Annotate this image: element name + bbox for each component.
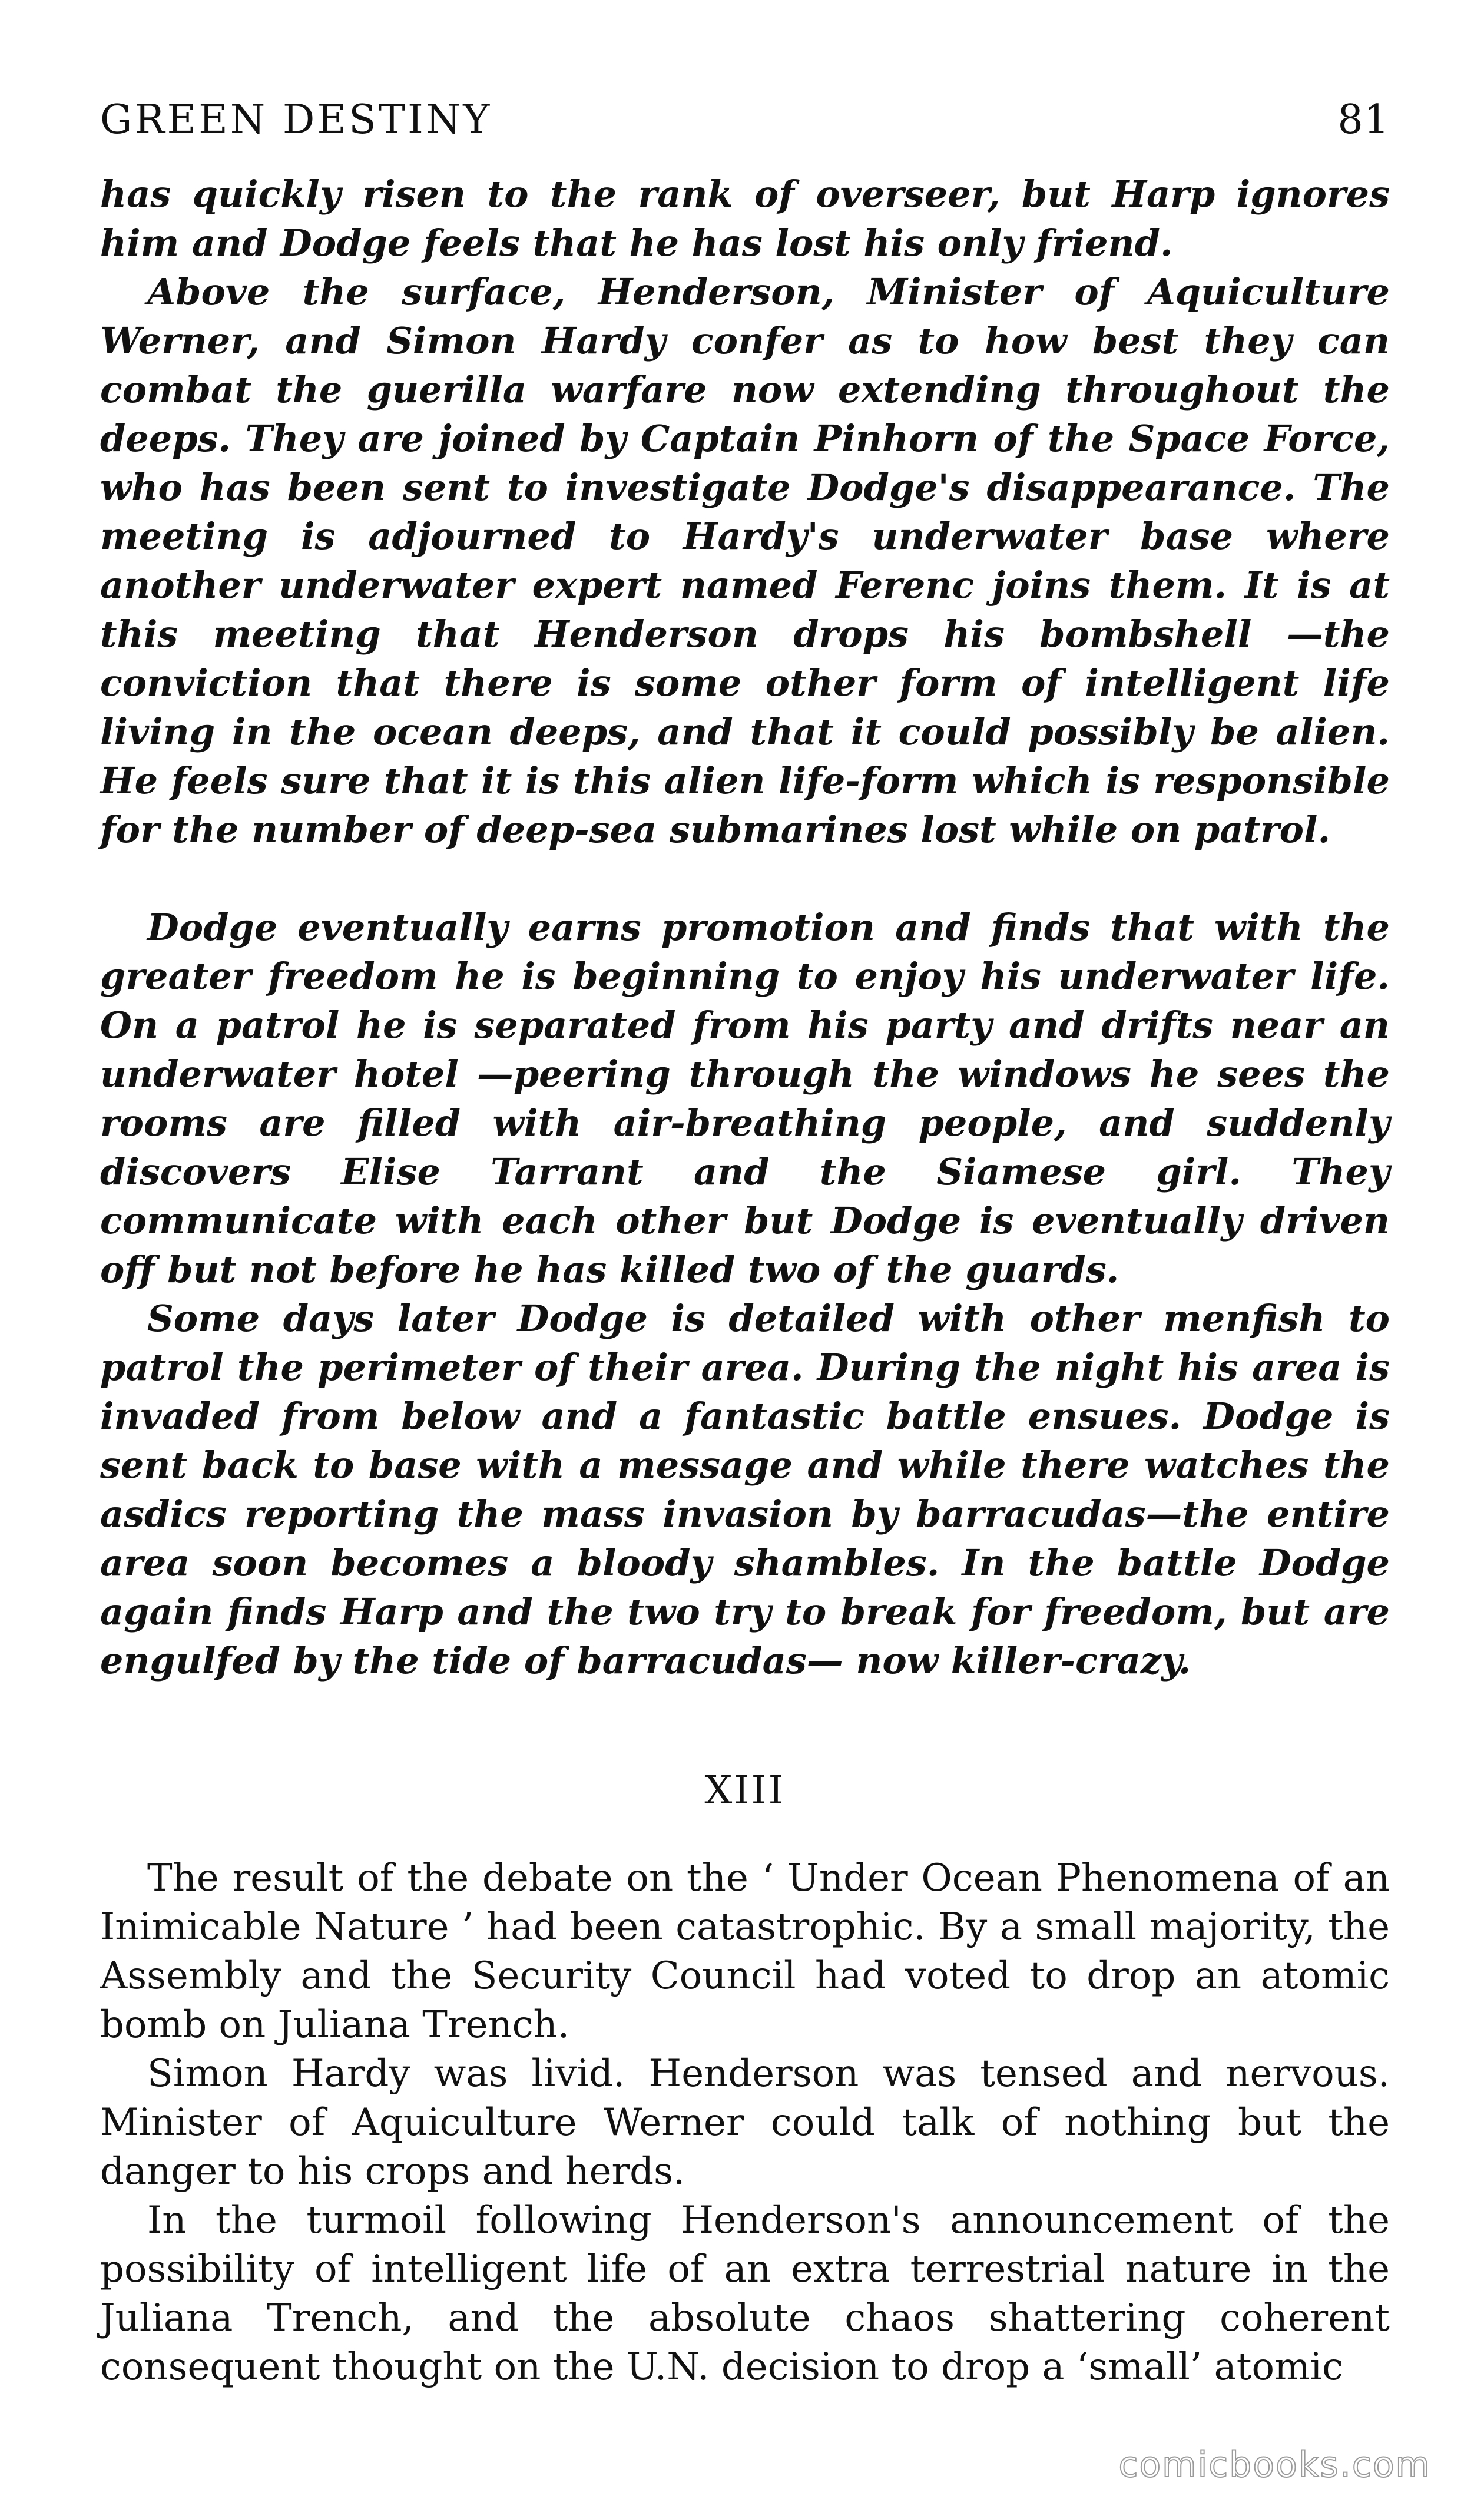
body-paragraph: Simon Hardy was livid. Henderson was tensed and nervous. Minister of Aquiculture Werner could talk of nothing but the danger to his crops and herds. (100, 2052, 1390, 2193)
chapter-heading: XIII (704, 1767, 786, 1813)
synopsis-paragraph: Some days later Dodge is detailed with other menfish to patrol the perimeter of their area. During the night his area is invaded from below and a fantastic battle ensues. Dodge is sent back to base with a message and while there watches the asdics reporting the mass invasion by barracudas—the entire area soon becomes a bloody shambles. In the battle Dodge again finds Harp and the two try to break for freedom, but are engulfed by the tide of barracudas— now killer-crazy. (100, 1297, 1390, 1682)
section-gap (100, 854, 1390, 903)
running-head (100, 97, 1390, 143)
synopsis-paragraph: Dodge eventually earns promotion and finds that with the greater freedom he is beginning to enjoy his underwater life. On a patrol he is separated from his party and drifts near an underwater hotel —peering through the windows he sees the rooms are filled with air-breathing people, and suddenly discovers Elise Tarrant and the Siamese girl. They communicate with each other but Dodge is eventually driven off but not before he has killed two of the guards. (100, 906, 1390, 1291)
chapter-body (100, 1854, 1390, 2392)
synopsis-section (100, 170, 1390, 1685)
body-paragraph: In the turmoil following Henderson's announcement of the possibility of intelligent life of an extra terrestrial nature in the Juliana Trench, and the absolute chaos shattering coherent consequent thought on the U.N. decision to drop a ‘small’ atomic (100, 2199, 1390, 2389)
page-number: 81 (1337, 97, 1390, 143)
body-paragraph: The result of the debate on the ‘ Under Ocean Phenomena of an Inimicable Nature ’ had been catastrophic. By a small majority, the Assembly and the Security Council had voted to drop an atomic bomb on Juliana Trench. (100, 1856, 1390, 2047)
running-title: GREEN DESTINY (100, 97, 492, 143)
synopsis-paragraph: Above the surface, Henderson, Minister of Aquiculture Werner, and Simon Hardy confer as to how best they can combat the guerilla warfare now extending throughout the deeps. They are joined by Captain Pinhorn of the Space Force, who has been sent to investigate Dodge's disappearance. The meeting is adjourned to Hardy's underwater base where another underwater expert named Ferenc joins them. It is at this meeting that Henderson drops his bombshell —the conviction that there is some other form of intelligent life living in the ocean deeps, and that it could possibly be alien. He feels sure that it is this alien life-form which is responsible for the number of deep-sea submarines lost while on patrol. (100, 270, 1390, 851)
book-page (100, 97, 1390, 2392)
synopsis-paragraph: has quickly risen to the rank of overseer, but Harp ignores him and Dodge feels that he has lost his only friend. (100, 173, 1390, 264)
watermark: comicbooks.com (1118, 2444, 1431, 2485)
